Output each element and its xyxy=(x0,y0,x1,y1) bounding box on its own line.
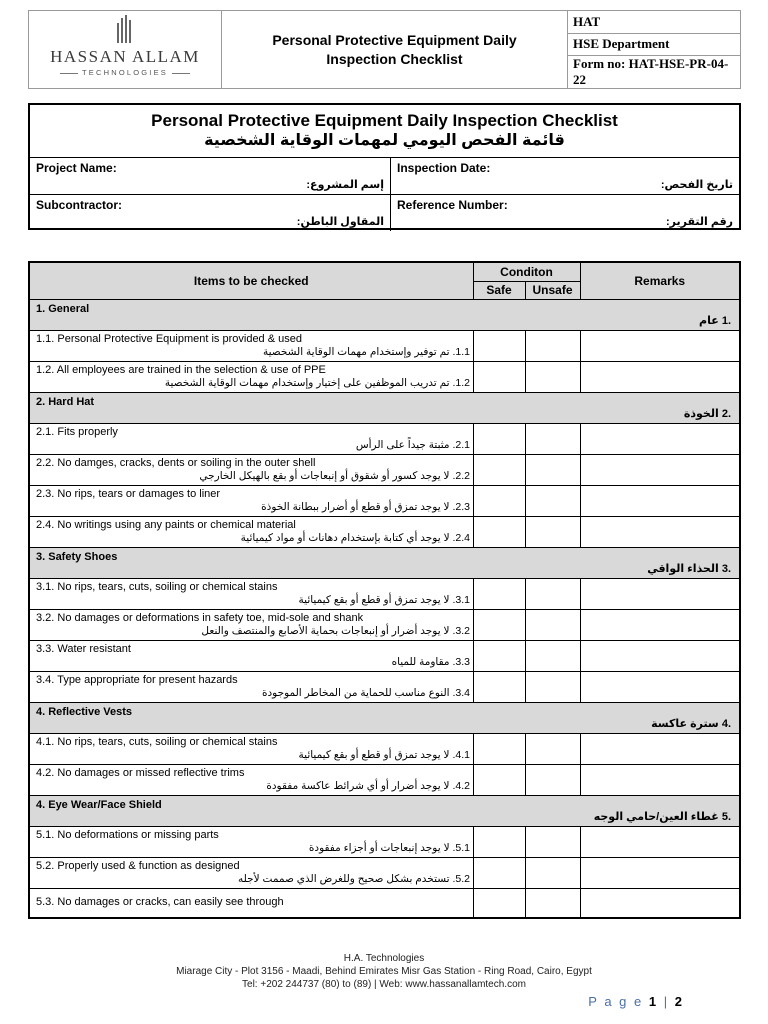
checklist-item-row xyxy=(29,578,740,609)
department: HSE Department xyxy=(568,34,740,57)
checklist-item-row xyxy=(29,857,740,888)
section-title: 1. General xyxy=(36,302,90,315)
col-unsafe-header: Unsafe xyxy=(525,281,580,299)
logo-name: HASSAN ALLAM xyxy=(50,47,200,66)
safe-checkbox-cell[interactable] xyxy=(473,671,525,702)
checklist-title xyxy=(30,105,739,158)
item-text-cell xyxy=(29,609,473,640)
checklist-item-row xyxy=(29,764,740,795)
inspection-date-label-ar: تاريخ الفحص: xyxy=(660,179,733,191)
col-items-header: Items to be checked xyxy=(29,262,473,299)
item-text: 4.1. No rips, tears, cuts, soiling or chemical stains xyxy=(36,735,278,748)
col-remarks-header: Remarks xyxy=(580,262,740,299)
checklist-item-row xyxy=(29,361,740,392)
remarks-cell[interactable] xyxy=(580,516,740,547)
item-text-ar: 3.2. لا يوجد أضرار أو إنبعاجات بحماية الأصابع والمنتصف والنعل xyxy=(201,624,470,637)
item-text: 2.1. Fits properly xyxy=(36,425,118,438)
item-text-cell xyxy=(29,826,473,857)
section-cell xyxy=(29,702,740,733)
item-text-cell xyxy=(29,764,473,795)
item-text-cell xyxy=(29,485,473,516)
subcontractor-label-ar: المقاول الباطن: xyxy=(296,216,384,228)
section-title: 3. Safety Shoes xyxy=(36,550,118,563)
item-text-ar: 3.4. النوع مناسب للحماية من المخاطر الموجودة xyxy=(261,686,470,699)
table-header-row xyxy=(29,262,740,281)
section-title-ar: .1 عام xyxy=(699,314,731,327)
remarks-cell[interactable] xyxy=(580,733,740,764)
remarks-cell[interactable] xyxy=(580,578,740,609)
item-text: 3.3. Water resistant xyxy=(36,642,131,655)
section-title-ar: .3 الحذاء الواقي xyxy=(647,562,731,575)
remarks-cell[interactable] xyxy=(580,764,740,795)
item-text-cell xyxy=(29,330,473,361)
header-meta xyxy=(568,11,740,88)
reference-number-label: Reference Number: xyxy=(397,198,508,212)
item-text-ar: 3.3. مقاومة للمياه xyxy=(391,655,470,668)
page-separator: | xyxy=(663,994,670,1009)
unsafe-checkbox-cell[interactable] xyxy=(525,423,580,454)
item-text-cell xyxy=(29,640,473,671)
checklist-item-row xyxy=(29,609,740,640)
safe-checkbox-cell[interactable] xyxy=(473,361,525,392)
unsafe-checkbox-cell[interactable] xyxy=(525,361,580,392)
section-title: 4. Eye Wear/Face Shield xyxy=(36,798,162,811)
section-cell xyxy=(29,795,740,826)
item-text: 3.1. No rips, tears, cuts, soiling or chemical stains xyxy=(36,580,278,593)
inspection-info-box xyxy=(28,103,741,230)
item-text-ar: 2.3. لا يوجد تمزق أو قطع أو أضرار ببطانة الخوذة xyxy=(261,500,470,513)
safe-checkbox-cell[interactable] xyxy=(473,330,525,361)
unsafe-checkbox-cell[interactable] xyxy=(525,454,580,485)
subcontractor-label: Subcontractor: xyxy=(36,198,123,212)
page-indicator xyxy=(588,994,684,1009)
logo-mark-icon xyxy=(115,15,135,45)
checklist-item-row xyxy=(29,330,740,361)
footer-address: Miarage City - Plot 3156 - Maadi, Behind Emirates Misr Gas Station - Ring Road, Cairo, Egypt xyxy=(176,966,592,977)
form-number: Form no: HAT-HSE-PR-04-22 xyxy=(573,56,729,87)
unsafe-checkbox-cell[interactable] xyxy=(525,671,580,702)
project-name-field[interactable] xyxy=(30,158,391,194)
col-safe-header: Safe xyxy=(473,281,525,299)
item-text: 5.2. Properly used & function as designed xyxy=(36,859,240,872)
page-footer xyxy=(0,952,768,991)
item-text-cell xyxy=(29,857,473,888)
item-text: 2.4. No writings using any paints or chemical material xyxy=(36,518,296,531)
item-text: 5.3. No damages or cracks, can easily see through xyxy=(36,895,284,908)
logo-subtitle: TECHNOLOGIES xyxy=(29,68,221,77)
header-title xyxy=(222,11,568,88)
safe-checkbox-cell[interactable] xyxy=(473,578,525,609)
item-text-cell xyxy=(29,733,473,764)
safe-checkbox-cell[interactable] xyxy=(473,454,525,485)
checklist-item-row xyxy=(29,423,740,454)
unsafe-checkbox-cell[interactable] xyxy=(525,888,580,918)
unsafe-checkbox-cell[interactable] xyxy=(525,516,580,547)
unsafe-checkbox-cell[interactable] xyxy=(525,640,580,671)
reference-number-label-ar: رقم التقرير: xyxy=(665,216,733,228)
inspection-date-field[interactable] xyxy=(391,158,739,194)
checklist-item-row xyxy=(29,888,740,918)
item-text-cell xyxy=(29,578,473,609)
item-text-ar: 2.2. لا يوجد كسور أو شقوق أو إنبعاجات أو بقع بالهيكل الخارجي xyxy=(199,469,470,482)
item-text: 1.2. All employees are trained in the selection & use of PPE xyxy=(36,363,326,376)
safe-checkbox-cell[interactable] xyxy=(473,423,525,454)
item-text-cell xyxy=(29,671,473,702)
safe-checkbox-cell[interactable] xyxy=(473,764,525,795)
remarks-cell[interactable] xyxy=(580,826,740,857)
checklist-item-row xyxy=(29,454,740,485)
project-name-label: Project Name: xyxy=(36,161,117,175)
remarks-cell[interactable] xyxy=(580,454,740,485)
unsafe-checkbox-cell[interactable] xyxy=(525,578,580,609)
section-title: 2. Hard Hat xyxy=(36,395,95,408)
checklist-item-row xyxy=(29,516,740,547)
section-cell xyxy=(29,392,740,423)
remarks-cell[interactable] xyxy=(580,423,740,454)
info-row-project xyxy=(30,158,739,195)
remarks-cell[interactable] xyxy=(580,330,740,361)
item-text-ar: 1.1. تم توفير وإستخدام مهمات الوقاية الشخصية xyxy=(262,345,470,358)
safe-checkbox-cell[interactable] xyxy=(473,826,525,857)
item-text: 3.4. Type appropriate for present hazards xyxy=(36,673,238,686)
safe-checkbox-cell[interactable] xyxy=(473,609,525,640)
section-cell xyxy=(29,299,740,330)
header-title-line1: Personal Protective Equipment Daily xyxy=(272,31,517,48)
section-row xyxy=(29,392,740,423)
remarks-cell[interactable] xyxy=(580,485,740,516)
item-text-ar: 2.1. مثبتة جيداً على الرأس xyxy=(355,438,470,451)
checklist-item-row xyxy=(29,485,740,516)
reference-number-field[interactable] xyxy=(391,195,739,231)
company-code: HAT xyxy=(568,11,740,34)
safe-checkbox-cell[interactable] xyxy=(473,888,525,918)
unsafe-checkbox-cell[interactable] xyxy=(525,330,580,361)
inspection-date-label: Inspection Date: xyxy=(397,161,491,175)
section-row xyxy=(29,547,740,578)
checklist-title-ar: قائمة الفحص اليومي لمهمات الوقاية الشخصية xyxy=(204,132,565,149)
section-title: 4. Reflective Vests xyxy=(36,705,133,718)
remarks-cell[interactable] xyxy=(580,857,740,888)
item-text: 1.1. Personal Protective Equipment is provided & used xyxy=(36,332,302,345)
item-text-ar: 2.4. لا يوجد أي كتابة بإستخدام دهانات أو مواد كيميائية xyxy=(240,531,470,544)
safe-checkbox-cell[interactable] xyxy=(473,640,525,671)
checklist-item-row xyxy=(29,826,740,857)
safe-checkbox-cell[interactable] xyxy=(473,857,525,888)
remarks-cell[interactable] xyxy=(580,671,740,702)
checklist-item-row xyxy=(29,733,740,764)
item-text: 5.1. No deformations or missing parts xyxy=(36,828,219,841)
project-name-label-ar: إسم المشروع: xyxy=(306,179,384,191)
item-text-cell xyxy=(29,423,473,454)
item-text-ar: 1.2. تم تدريب الموظفين على إختيار وإستخدام مهمات الوقاية الشخصية xyxy=(164,376,470,389)
page-current: 1 xyxy=(648,994,659,1009)
item-text-cell xyxy=(29,454,473,485)
safe-checkbox-cell[interactable] xyxy=(473,733,525,764)
unsafe-checkbox-cell[interactable] xyxy=(525,733,580,764)
safe-checkbox-cell[interactable] xyxy=(473,485,525,516)
checklist-item-row xyxy=(29,640,740,671)
checklist-item-row xyxy=(29,671,740,702)
item-text: 2.3. No rips, tears or damages to liner xyxy=(36,487,221,500)
item-text: 3.2. No damages or deformations in safety toe, mid-sole and shank xyxy=(36,611,364,624)
remarks-cell[interactable] xyxy=(580,640,740,671)
unsafe-checkbox-cell[interactable] xyxy=(525,485,580,516)
unsafe-checkbox-cell[interactable] xyxy=(525,857,580,888)
document-header xyxy=(28,10,741,89)
remarks-cell[interactable] xyxy=(580,609,740,640)
col-condition-header: Conditon xyxy=(473,262,580,281)
section-row xyxy=(29,299,740,330)
section-title-ar: .5 غطاء العين/حامي الوجه xyxy=(593,810,731,823)
section-row xyxy=(29,795,740,826)
safe-checkbox-cell[interactable] xyxy=(473,516,525,547)
item-text-ar: 5.1. لا يوجد إنبعاجات أو أجزاء مفقودة xyxy=(308,841,470,854)
header-title-line2: Inspection Checklist xyxy=(326,50,463,67)
section-cell xyxy=(29,547,740,578)
page-next[interactable]: 2 xyxy=(674,994,684,1009)
unsafe-checkbox-cell[interactable] xyxy=(525,609,580,640)
item-text-ar: 4.2. لا يوجد أضرار أو أي شرائط عاكسة مفقودة xyxy=(266,779,470,792)
company-logo xyxy=(29,11,222,88)
page-label: P a g e xyxy=(588,994,644,1009)
item-text-cell xyxy=(29,516,473,547)
footer-contact: Tel: +202 244737 (80) to (89) | Web: www.hassanallamtech.com xyxy=(242,979,526,990)
footer-company: H.A. Technologies xyxy=(343,953,425,964)
item-text-ar: 4.1. لا يوجد تمزق أو قطع أو بقع كيميائية xyxy=(298,748,470,761)
item-text-ar: 5.2. تستخدم بشكل صحيح وللغرض الذي صممت لأجله xyxy=(238,872,470,885)
subcontractor-field[interactable] xyxy=(30,195,391,231)
section-title-ar: .2 الخوذة xyxy=(683,407,731,420)
checklist-title-en: Personal Protective Equipment Daily Inspection Checklist xyxy=(151,111,618,130)
info-row-subcontractor xyxy=(30,195,739,231)
section-title-ar: .4 سترة عاكسة xyxy=(651,717,731,730)
item-text-ar: 3.1. لا يوجد تمزق أو قطع أو بقع كيميائية xyxy=(298,593,470,606)
remarks-cell[interactable] xyxy=(580,361,740,392)
unsafe-checkbox-cell[interactable] xyxy=(525,826,580,857)
item-text-cell xyxy=(29,888,473,918)
remarks-cell[interactable] xyxy=(580,888,740,918)
unsafe-checkbox-cell[interactable] xyxy=(525,764,580,795)
item-text: 2.2. No damges, cracks, dents or soiling in the outer shell xyxy=(36,456,316,469)
checklist-table xyxy=(28,261,741,919)
item-text-cell xyxy=(29,361,473,392)
item-text: 4.2. No damages or missed reflective trims xyxy=(36,766,245,779)
section-row xyxy=(29,702,740,733)
